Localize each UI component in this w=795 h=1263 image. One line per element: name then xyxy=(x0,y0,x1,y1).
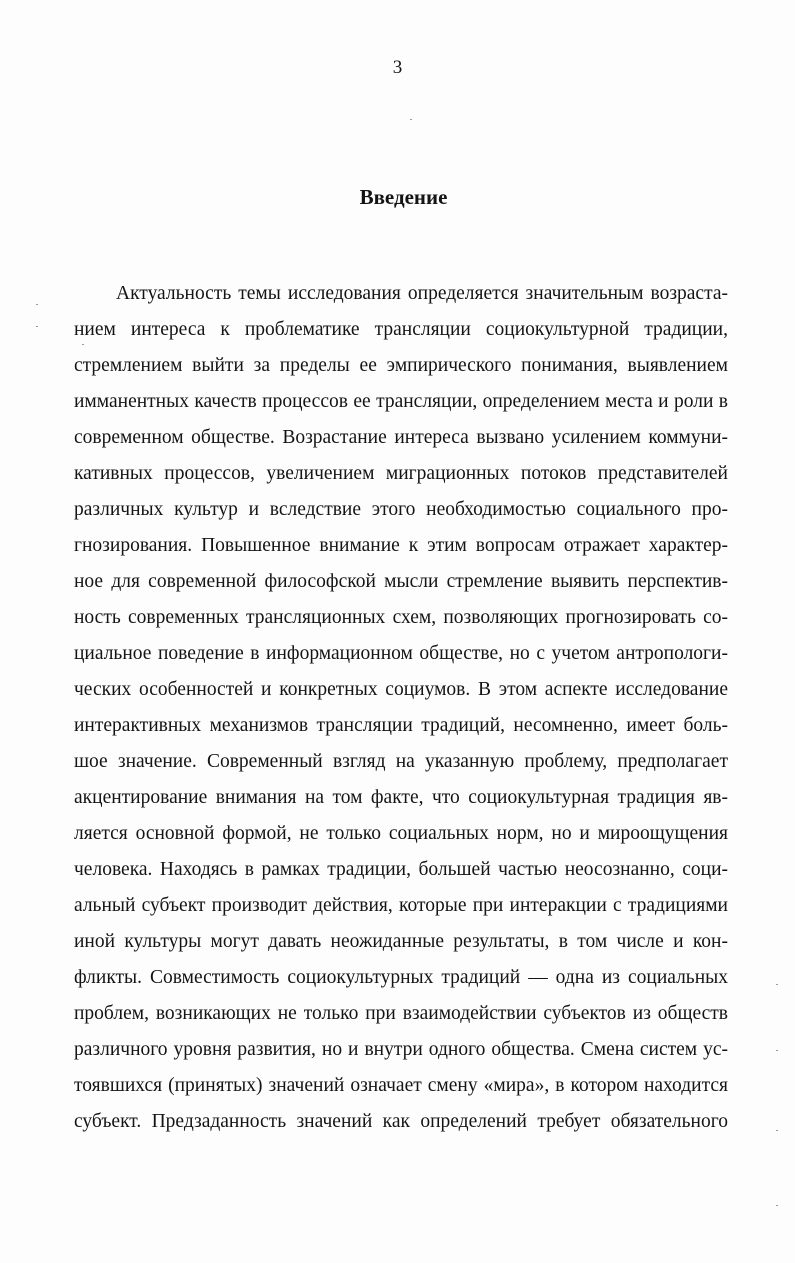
text-line: альный субъект производит действия, которые при интеракции с традициями xyxy=(74,895,728,916)
body-paragraph xyxy=(74,276,728,1140)
text-line: фликты. Совместимость социокультурных традиций — одна из социальных xyxy=(74,967,728,988)
scan-speck xyxy=(82,344,84,345)
text-line: акцентирование внимания на том факте, что социокультурная традиция яв- xyxy=(74,787,728,808)
scan-speck xyxy=(776,1205,778,1206)
page-number: 3 xyxy=(392,57,403,78)
scan-speck xyxy=(776,984,778,985)
text-line: нием интереса к проблематике трансляции социокультурной традиции, xyxy=(74,319,728,340)
section-heading: Введение xyxy=(359,185,448,209)
text-line: различных культур и вследствие этого необходимостью социального про- xyxy=(74,499,728,520)
text-line: современном обществе. Возрастание интереса вызвано усилением коммуни- xyxy=(74,427,728,448)
text-line: гнозирования. Повышенное внимание к этим вопросам отражает характер- xyxy=(74,535,728,556)
text-line: Актуальность темы исследования определяется значительным возраста- xyxy=(116,283,728,304)
scan-speck xyxy=(36,304,38,305)
text-line: субъект. Предзаданность значений как определений требует обязательного xyxy=(74,1111,728,1132)
scan-speck xyxy=(410,119,412,120)
scan-speck xyxy=(776,1130,778,1131)
text-line: кативных процессов, увеличением миграционных потоков представителей xyxy=(74,463,728,484)
scan-speck xyxy=(36,326,38,327)
text-line: человека. Находясь в рамках традиции, большей частью неосознанно, соци- xyxy=(74,859,728,880)
text-line: имманентных качеств процессов ее трансляции, определением места и роли в xyxy=(74,391,728,412)
text-line: ческих особенностей и конкретных социумов. В этом аспекте исследование xyxy=(74,679,728,700)
text-line: различного уровня развития, но и внутри одного общества. Смена систем ус- xyxy=(74,1039,728,1060)
text-line: циальное поведение в информационном обществе, но с учетом антропологи- xyxy=(74,643,728,664)
text-line: тоявшихся (принятых) значений означает смену «мира», в котором находится xyxy=(74,1075,728,1096)
text-line: проблем, возникающих не только при взаимодействии субъектов из обществ xyxy=(74,1003,728,1024)
text-line: ляется основной формой, не только социальных норм, но и мироощущения xyxy=(74,823,728,844)
scan-speck xyxy=(776,1050,778,1051)
text-line: шое значение. Современный взгляд на указанную проблему, предполагает xyxy=(74,751,728,772)
text-line: иной культуры могут давать неожиданные результаты, в том числе и кон- xyxy=(74,931,728,952)
text-line: интерактивных механизмов трансляции традиций, несомненно, имеет боль- xyxy=(74,715,728,736)
text-line: ное для современной философской мысли стремление выявить перспектив- xyxy=(74,571,728,592)
text-line: ность современных трансляционных схем, позволяющих прогнозировать со- xyxy=(74,607,728,628)
text-line: стремлением выйти за пределы ее эмпирического понимания, выявлением xyxy=(74,355,728,376)
